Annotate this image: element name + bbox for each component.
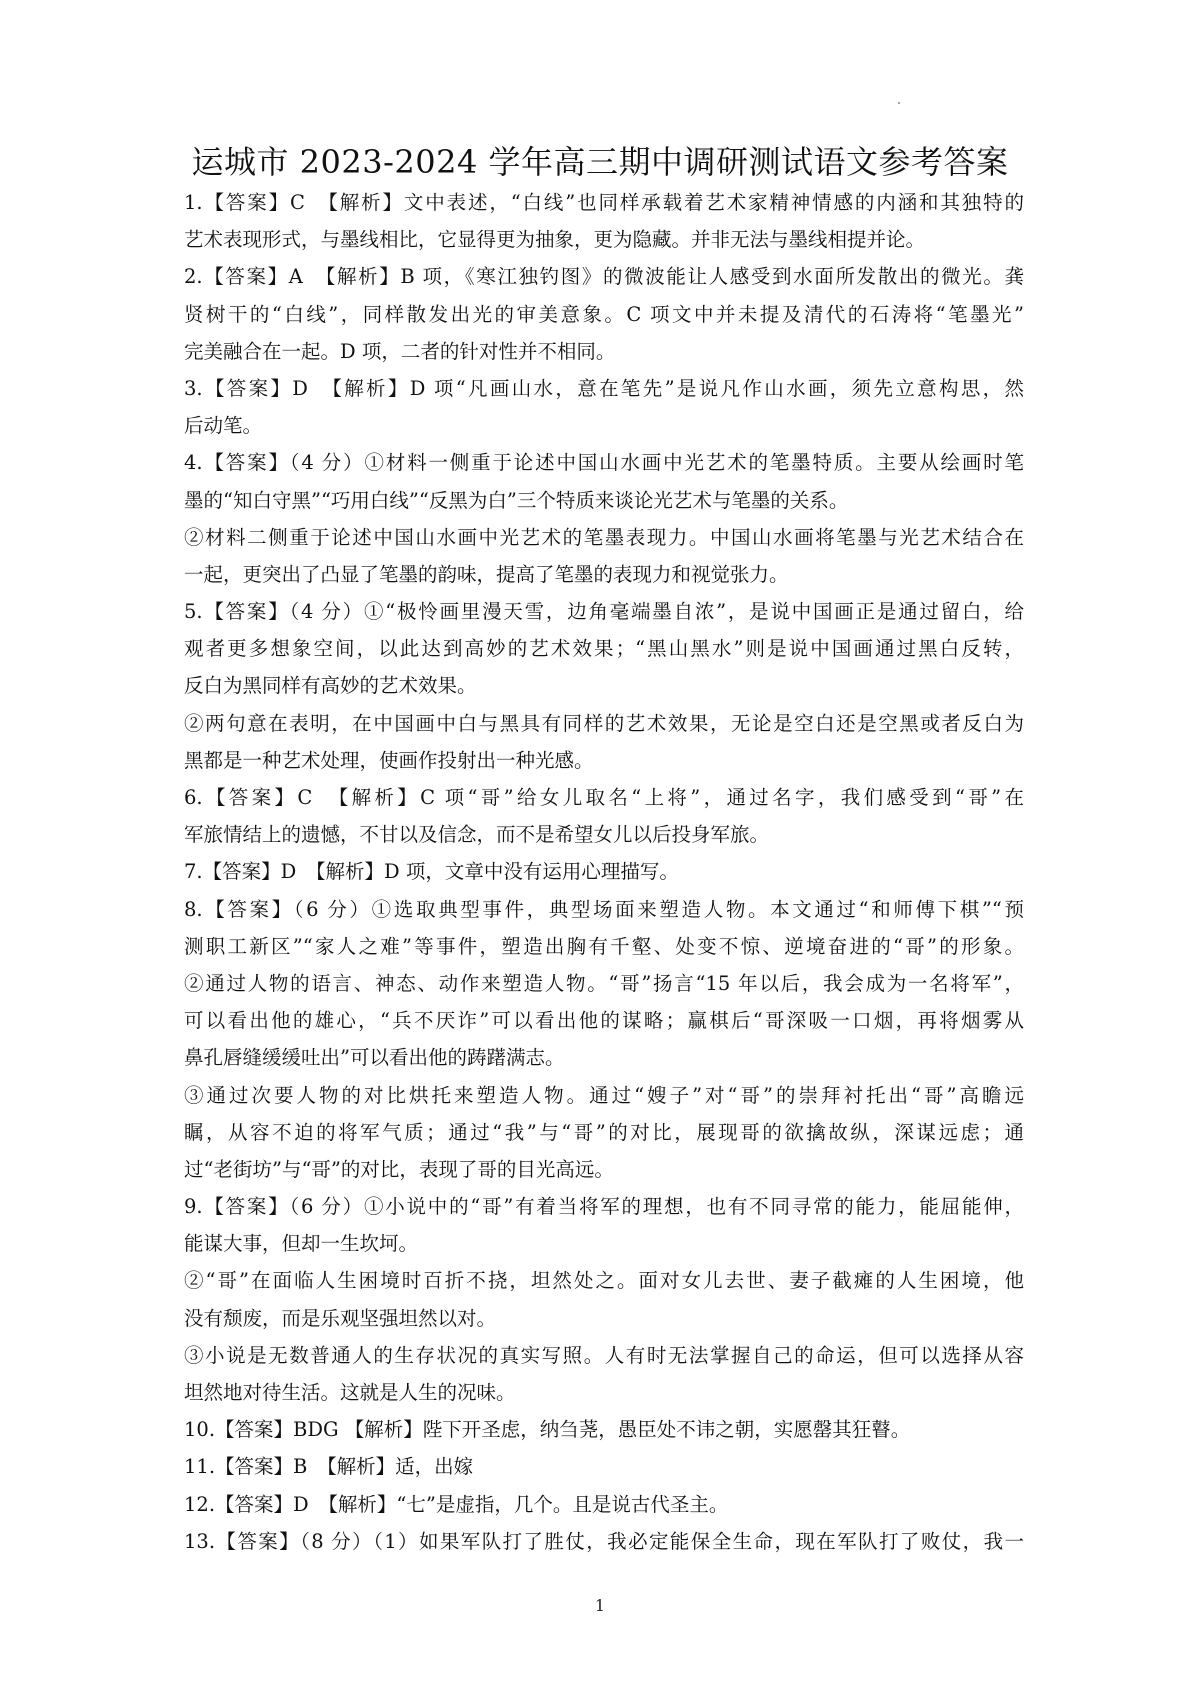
text-line: 7.【答案】D 【解析】D 项，文章中没有运用心理描写。 [184, 860, 679, 884]
text-line: 过“老街坊”与“哥”的对比，表现了哥的目光高远。 [184, 1157, 614, 1181]
text-line: 观者更多想象空间，以此达到高妙的艺术效果；“黑山黑水”则是说中国画通过黑白反转， [184, 637, 1024, 661]
text-line: 12.【答案】D 【解析】“七”是虚指，几个。且是说古代圣主。 [184, 1492, 729, 1516]
text-line: 5.【答案】（4 分）①“极怜画里漫天雪，边角毫端墨自浓”，是说中国画正是通过留白，给 [184, 600, 1024, 624]
text-line: 后动笔。 [184, 414, 263, 438]
text-line: 瞩，从容不迫的将军气质；通过“我”与“哥”的对比，展现哥的欲擒故纵，深谋远虑；通 [184, 1120, 1024, 1144]
text-line: ③小说是无数普通人的生存状况的真实写照。人有时无法掌握自己的命运，但可以选择从容 [184, 1343, 1024, 1367]
page-title: 运城市 2023-2024 学年高三期中调研测试语文参考答案 [191, 143, 1009, 181]
text-line: 4.【答案】（4 分）①材料一侧重于论述中国山水画中光艺术的笔墨特质。主要从绘画时笔 [184, 451, 1024, 475]
text-line: 6.【答案】C 【解析】C 项“哥”给女儿取名“上将”，通过名字，我们感受到“哥”在 [184, 786, 1024, 809]
text-line: 13.【答案】（8 分）（1）如果军队打了胜仗，我必定能保全生命，现在军队打了败仗，我一 [184, 1529, 1024, 1553]
text-line: 1.【答案】C 【解析】文中表述，“白线”也同样承载着艺术家精神情感的内涵和其独特的 [184, 191, 1024, 214]
text-line: 墨的“知白守黑”“巧用白线”“反黑为白”三个特质来谈论光艺术与笔墨的关系。 [184, 488, 849, 512]
text-line: 艺术表现形式，与墨线相比，它显得更为抽象，更为隐藏。并非无法与墨线相提并论。 [184, 228, 926, 252]
text-line: ②通过人物的语言、神态、动作来塑造人物。“哥”扬言“15 年以后，我会成为一名将军”， [184, 971, 1024, 995]
text-line: 9.【答案】（6 分）①小说中的“哥”有着当将军的理想，也有不同寻常的能力，能屈能伸， [184, 1195, 1024, 1219]
text-line: 能谋大事，但却一生坎坷。 [184, 1232, 419, 1256]
scan-speck [898, 102, 900, 104]
text-line: 3.【答案】D 【解析】D 项“凡画山水，意在笔先”是说凡作山水画，须先立意构思，然 [184, 376, 1024, 400]
answer-body [184, 184, 1024, 1560]
text-line: ③通过次要人物的对比烘托来塑造人物。通过“嫂子”对“哥”的崇拜衬托出“哥”高瞻远 [184, 1083, 1024, 1107]
text-line: 没有颓废，而是乐观坚强坦然以对。 [184, 1306, 497, 1330]
text-line: 可以看出他的雄心，“兵不厌诈”可以看出他的谋略；赢棋后“哥深吸一口烟，再将烟雾从 [184, 1009, 1024, 1033]
text-line: ②两句意在表明，在中国画中白与黑具有同样的艺术效果，无论是空白还是空黑或者反白为 [184, 711, 1024, 735]
text-line: 2.【答案】A 【解析】B 项，《寒江独钓图》的微波能让人感受到水面所发散出的微光。龚 [184, 265, 1024, 289]
text-line: 鼻孔唇缝缓缓吐出”可以看出他的踌躇满志。 [184, 1046, 565, 1070]
text-line: 贤树干的“白线”，同样散发出光的审美意象。C 项文中并未提及清代的石涛将“笔墨光” [184, 302, 1024, 326]
text-line: 一起，更突出了凸显了笔墨的韵味，提高了笔墨的表现力和视觉张力。 [184, 562, 789, 586]
text-line: 8.【答案】（6 分）①选取典型事件，典型场面来塑造人物。本文通过“和师傅下棋”“预 [184, 897, 1024, 921]
text-line: 11.【答案】B 【解析】适，出嫁 [184, 1455, 474, 1479]
text-line: 黑都是一种艺术处理，使画作投射出一种光感。 [184, 748, 594, 772]
text-line: ②材料二侧重于论述中国山水画中光艺术的笔墨表现力。中国山水画将笔墨与光艺术结合在 [184, 525, 1024, 549]
text-line: 军旅情结上的遗憾，不甘以及信念，而不是希望女儿以后投身军旅。 [184, 823, 770, 847]
text-line: 10.【答案】BDG 【解析】陛下开圣虑，纳刍荛，愚臣处不讳之朝，实愿罄其狂瞽。 [184, 1418, 911, 1442]
text-line: 反白为黑同样有高妙的艺术效果。 [184, 674, 477, 698]
text-line: 测职工新区”“家人之难”等事件，塑造出胸有千壑、处变不惊、逆境奋进的“哥”的形象。 [184, 934, 1024, 958]
text-line: 坦然地对待生活。这就是人生的况味。 [184, 1381, 516, 1404]
page-number: 1 [594, 1596, 606, 1615]
text-line: ②“哥”在面临人生困境时百折不挠，坦然处之。面对女儿去世、妻子截瘫的人生困境，他 [184, 1269, 1024, 1293]
text-line: 完美融合在一起。D 项，二者的针对性并不相同。 [184, 339, 616, 363]
